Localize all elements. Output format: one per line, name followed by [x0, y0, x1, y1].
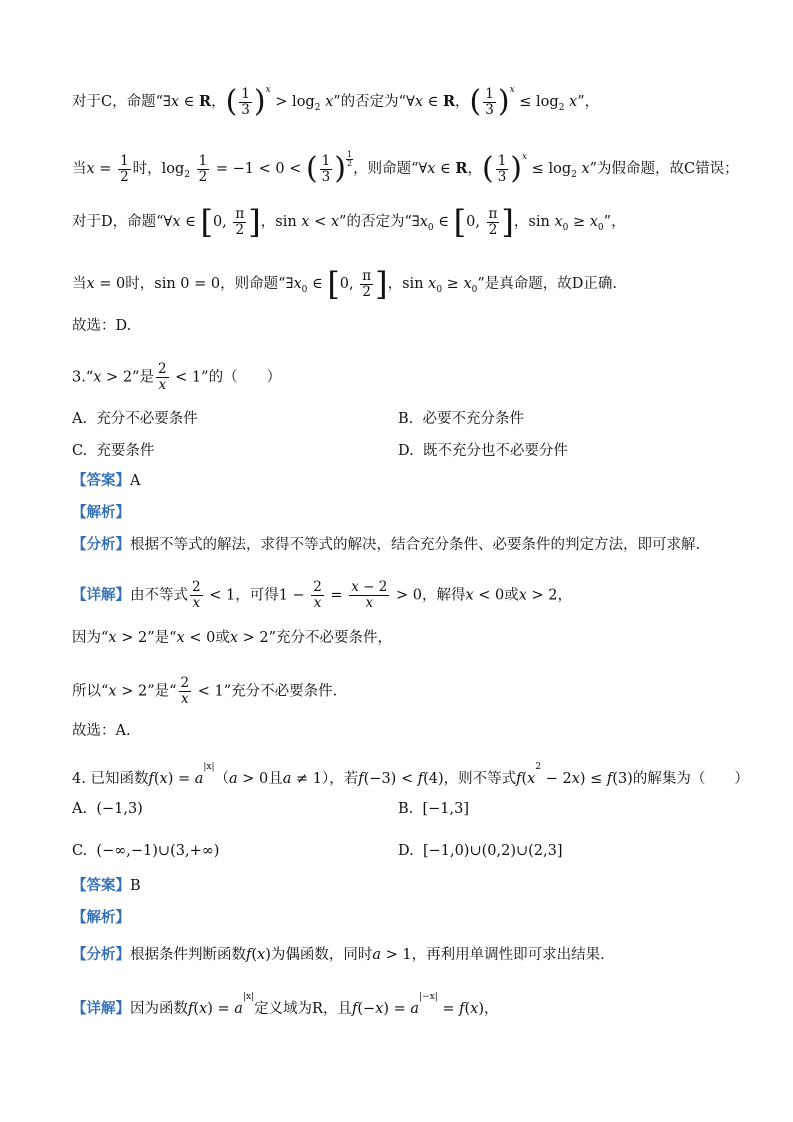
q4-fenxi: 【分析】根据条件判断函数f(x)为偶函数，同时a > 1，再利用单调性即可求出结果.	[72, 946, 605, 963]
c-line-1: 对于C，命题“∃x ∈ R，( $\frac{1}{3}$ )$^x > \log_2 x$”的否定为“∀x ∈ R，( $\frac{1}{3}$ )$^x \le \log_2 x$”，	[72, 84, 600, 119]
q3-because: 因为“x > 2”是“x < 0或x > 2”充分不必要条件，	[72, 630, 393, 646]
q3-stem: 3.“x > 2”是 $\frac{2}{x}$ < 1”的（ ）	[72, 361, 282, 393]
q3-option-d: D. 既不充分也不必要分件	[398, 443, 568, 459]
q4-option-b: B. [−1,3]	[398, 801, 470, 817]
q3-analysis-tag: 【解析】	[72, 504, 130, 521]
q3-option-a: A. 充分不必要条件	[72, 411, 198, 427]
q3-detail: 【详解】由不等式 $\frac{2}{x}$ < 1，可得1 − $\frac{2}{x}$ = $\frac{x - 2}{x}$ > 0，解得x < 0或x > 2，	[72, 579, 573, 611]
q4-detail: 【详解】因为函数$f(x) = a^{|x|}$定义域为R，且$f(-x) = a^{|-x|} = f(x)$，	[72, 992, 499, 1017]
choose-d: 故选：D.	[72, 318, 132, 334]
q3-answer: 【答案】A	[72, 472, 141, 489]
q4-option-c: C. (−∞,−1)∪(3,+∞)	[72, 843, 220, 859]
q4-analysis-tag: 【解析】	[72, 909, 130, 926]
q4-option-a: A. (−1,3)	[72, 801, 143, 817]
q3-fenxi: 【分析】根据不等式的解法，求得不等式的解决，结合充分条件、必要条件的判定方法，即可求解.	[72, 536, 701, 553]
q4-answer: 【答案】B	[72, 877, 141, 894]
q3-so: 所以“x > 2”是“ $\frac{2}{x}$ < 1”充分不必要条件.	[72, 675, 338, 707]
d-line-2: 当x = 0时，sin 0 = 0，则命题“$\exists x_0$ ∈ [0, $\frac{\pi}{2}$ ]，$\sin x_0 \ge x_0$”是真命题，故D正确.	[72, 265, 618, 303]
q3-option-c: C. 充要条件	[72, 443, 155, 459]
c-line-2: 当x = $\frac{1}{2}$ 时，$\log_2$ $\frac{1}{2}$ = −1 < 0 < ( $\frac{1}{3}$ ) $\frac{1}{2}$ ，则命题“∀x ∈ R，( $\frac{1}{3}$ )$^x \le \log_2 x$”为假命题，故C错误；	[72, 150, 739, 186]
d-line-1: 对于D，命题“∀x ∈ [0, $\frac{\pi}{2}$ ]，sin x < x”的否定为“$\exists x_0$ ∈ [0, $\frac{\pi}{2}$ ]，$\sin x_0 \ge x_0$”，	[72, 203, 626, 241]
q3-option-b: B. 必要不充分条件	[398, 411, 524, 427]
q3-choose: 故选：A.	[72, 723, 131, 739]
q4-stem: 4. 已知函数$f(x) = a^{|x|}(a > 0$且a ≠ 1），若f(−3) < f(4)，则不等式$f(x^2 - 2x) \le f(3)$的解集为（ ）	[72, 762, 749, 787]
q4-option-d: D. [−1,0)∪(0,2)∪(2,3]	[398, 843, 563, 859]
